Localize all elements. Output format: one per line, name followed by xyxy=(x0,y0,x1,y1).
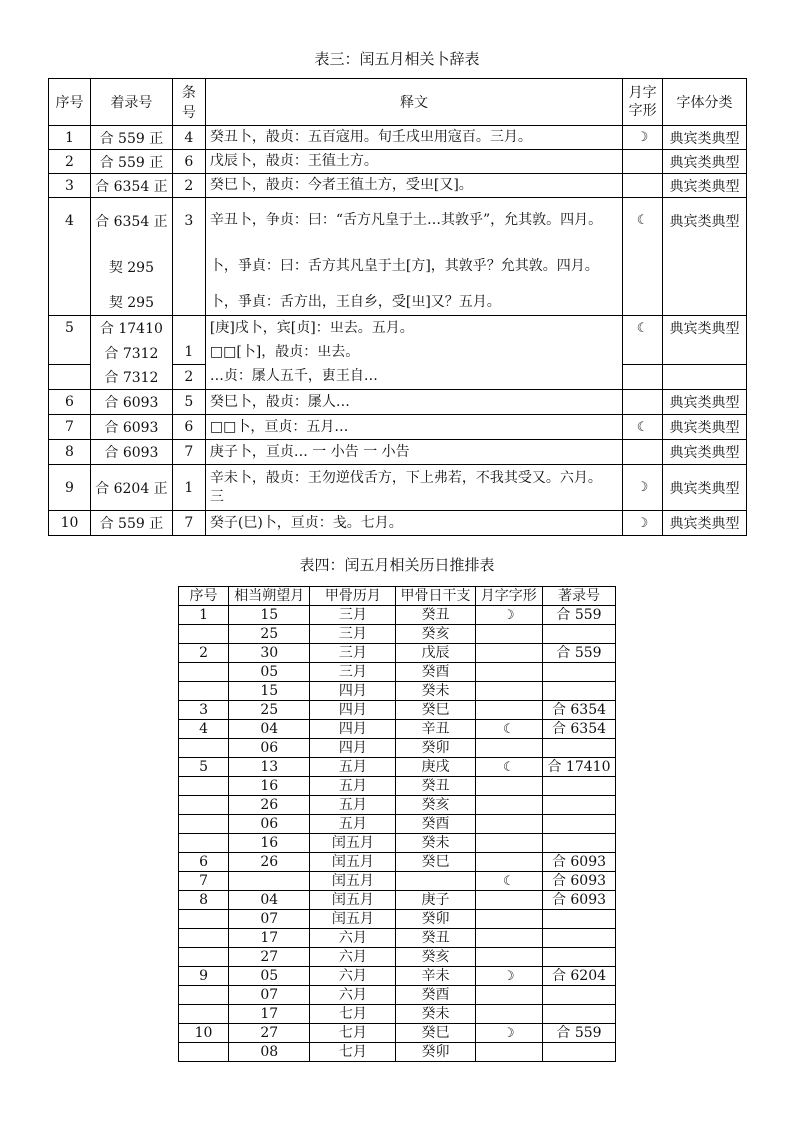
header-moon: 月字字形 xyxy=(475,587,542,606)
cell-oracle-day: 癸丑 xyxy=(396,606,475,625)
cell-record: 合 559 xyxy=(542,1024,615,1043)
cell-record xyxy=(542,815,615,834)
table-row xyxy=(179,701,616,720)
cell-moon xyxy=(623,390,663,415)
cell-lunation: 05 xyxy=(229,663,310,682)
cell-no: 3 xyxy=(49,174,91,198)
table-row xyxy=(179,606,616,625)
table-row xyxy=(179,967,616,986)
cell-oracle-day: 癸亥 xyxy=(396,796,475,815)
cell-lunation: 07 xyxy=(229,910,310,929)
cell-no: 5 xyxy=(179,758,229,777)
cell-type xyxy=(663,341,747,365)
cell-oracle-day: 癸卯 xyxy=(396,1043,475,1062)
cell-lunation: 04 xyxy=(229,891,310,910)
table-row xyxy=(49,415,747,440)
cell-oracle-day: 癸酉 xyxy=(396,986,475,1005)
cell-no: 9 xyxy=(49,465,91,511)
cell-oracle-month: 五月 xyxy=(310,815,396,834)
cell-no xyxy=(49,365,91,390)
cell-record xyxy=(542,986,615,1005)
cell-moon xyxy=(475,644,542,663)
cell-no: 10 xyxy=(179,1024,229,1043)
cell-oracle-month: 五月 xyxy=(310,777,396,796)
cell-oracle-month: 三月 xyxy=(310,625,396,644)
cell-oracle-day: 辛未 xyxy=(396,967,475,986)
cell-oracle-day: 辛丑 xyxy=(396,720,475,739)
cell-no: 7 xyxy=(179,872,229,891)
cell-no: 1 xyxy=(49,126,91,150)
cell-oracle-month: 闰五月 xyxy=(310,853,396,872)
cell-oracle-day: 癸丑 xyxy=(396,777,475,796)
cell-oracle-month: 闰五月 xyxy=(310,910,396,929)
cell-moon xyxy=(475,948,542,967)
cell-item: 4 xyxy=(172,126,205,150)
cell-no: 6 xyxy=(49,390,91,415)
cell-type: 典宾类典型 xyxy=(663,390,747,415)
cell-lunation: 26 xyxy=(229,796,310,815)
cell-oracle-month: 闰五月 xyxy=(310,891,396,910)
cell-record xyxy=(542,739,615,758)
table-row xyxy=(179,872,616,891)
cell-no: 7 xyxy=(49,415,91,440)
cell-text: 卜，爭貞：舌方出，王自乡，受[㞢]又？五月。 xyxy=(205,290,622,316)
cell-no: 3 xyxy=(179,701,229,720)
cell-no: 1 xyxy=(179,606,229,625)
cell-lunation: 25 xyxy=(229,625,310,644)
table-row xyxy=(179,796,616,815)
cell-record: 合 559 正 xyxy=(90,511,172,536)
cell-oracle-day: 癸酉 xyxy=(396,815,475,834)
cell-record xyxy=(542,834,615,853)
table3-header-row xyxy=(49,79,747,126)
cell-record xyxy=(542,910,615,929)
cell-moon xyxy=(475,625,542,644)
cell-lunation: 07 xyxy=(229,986,310,1005)
cell-text: 辛丑卜，争贞：曰：“舌方凡皇于土…其敦乎”，允其敦。四月。 xyxy=(205,198,622,244)
cell-item: 1 xyxy=(172,465,205,511)
table-row xyxy=(49,316,747,341)
cell-oracle-day: 癸巳 xyxy=(396,701,475,720)
cell-text: 癸巳卜，㱿贞：今者王徝土方，受㞢[又]。 xyxy=(205,174,622,198)
cell-no: 10 xyxy=(49,511,91,536)
cell-text: 戊辰卜，㱿贞：王徝土方。 xyxy=(205,150,622,174)
cell-moon xyxy=(475,739,542,758)
cell-oracle-day: 癸亥 xyxy=(396,625,475,644)
cell-no xyxy=(179,739,229,758)
cell-no: 2 xyxy=(179,644,229,663)
cell-no xyxy=(49,244,91,290)
cell-record xyxy=(542,777,615,796)
cell-no xyxy=(179,777,229,796)
cell-no: 8 xyxy=(179,891,229,910)
cell-no xyxy=(179,1043,229,1062)
cell-oracle-month: 五月 xyxy=(310,758,396,777)
cell-moon xyxy=(475,1005,542,1024)
cell-text: □□[卜]，㱿贞：㞢去。 xyxy=(205,341,622,365)
cell-no: 8 xyxy=(49,440,91,465)
cell-no: 2 xyxy=(49,150,91,174)
cell-item: 7 xyxy=(172,440,205,465)
table-row xyxy=(49,465,747,511)
cell-lunation: 17 xyxy=(229,929,310,948)
cell-item: 1 xyxy=(172,341,205,365)
cell-record xyxy=(542,929,615,948)
cell-moon: ☽ xyxy=(475,606,542,625)
cell-record: 合 559 xyxy=(542,644,615,663)
cell-moon xyxy=(475,796,542,815)
cell-moon xyxy=(623,150,663,174)
cell-moon xyxy=(475,891,542,910)
cell-oracle-month: 四月 xyxy=(310,739,396,758)
table-row xyxy=(49,511,747,536)
cell-no xyxy=(179,663,229,682)
header-oracle-day: 甲骨日干支 xyxy=(396,587,475,606)
header-moon: 月字字形 xyxy=(623,79,663,126)
cell-moon xyxy=(623,440,663,465)
cell-moon: ☾ xyxy=(475,872,542,891)
cell-no xyxy=(179,834,229,853)
cell-text: 庚子卜，亘贞… 一 小告 一 小告 xyxy=(205,440,622,465)
cell-item: 6 xyxy=(172,415,205,440)
cell-text: 癸丑卜，㱿贞：五百寇用。旬壬戌㞢用寇百。三月。 xyxy=(205,126,622,150)
cell-record: 合 6204 xyxy=(542,967,615,986)
cell-oracle-month: 五月 xyxy=(310,796,396,815)
cell-oracle-month: 四月 xyxy=(310,701,396,720)
cell-record xyxy=(542,1005,615,1024)
cell-item: 2 xyxy=(172,365,205,390)
cell-no: 9 xyxy=(179,967,229,986)
header-oracle-month: 甲骨历月 xyxy=(310,587,396,606)
cell-lunation: 15 xyxy=(229,606,310,625)
cell-oracle-month: 三月 xyxy=(310,663,396,682)
cell-oracle-day: 癸未 xyxy=(396,834,475,853)
cell-item: 2 xyxy=(172,174,205,198)
cell-lunation: 25 xyxy=(229,701,310,720)
cell-lunation xyxy=(229,872,310,891)
cell-type xyxy=(663,365,747,390)
table-row xyxy=(179,777,616,796)
table-row xyxy=(49,126,747,150)
cell-oracle-day: 庚子 xyxy=(396,891,475,910)
table-row xyxy=(49,174,747,198)
divination-table xyxy=(48,78,747,536)
table-row xyxy=(179,739,616,758)
cell-record xyxy=(542,1043,615,1062)
cell-lunation: 16 xyxy=(229,834,310,853)
table3-title: 表三：闰五月相关卜辞表 xyxy=(314,50,480,68)
cell-record: 合 6093 xyxy=(90,415,172,440)
cell-type xyxy=(663,290,747,316)
cell-type: 典宾类典型 xyxy=(663,316,747,341)
cell-moon xyxy=(475,701,542,720)
cell-no xyxy=(179,625,229,644)
cell-lunation: 06 xyxy=(229,739,310,758)
table-row xyxy=(179,682,616,701)
cell-no xyxy=(179,948,229,967)
cell-record: 合 6354 xyxy=(542,720,615,739)
cell-record xyxy=(542,625,615,644)
cell-oracle-month: 闰五月 xyxy=(310,834,396,853)
cell-moon: ☾ xyxy=(475,758,542,777)
cell-oracle-month: 四月 xyxy=(310,720,396,739)
cell-item: 3 xyxy=(172,198,205,244)
cell-item xyxy=(172,316,205,341)
cell-item xyxy=(172,244,205,290)
cell-oracle-day: 癸巳 xyxy=(396,853,475,872)
cell-record: 合 6093 xyxy=(90,440,172,465)
cell-record xyxy=(542,948,615,967)
table4-header-row xyxy=(179,587,616,606)
cell-text: 癸巳卜，㱿贞：㞙人… xyxy=(205,390,622,415)
cell-oracle-month: 闰五月 xyxy=(310,872,396,891)
header-lunation: 相当朔望月 xyxy=(229,587,310,606)
cell-record: 合 7312 xyxy=(90,341,172,365)
cell-moon xyxy=(623,290,663,316)
table-row xyxy=(179,1043,616,1062)
cell-oracle-month: 四月 xyxy=(310,682,396,701)
cell-record xyxy=(542,663,615,682)
cell-lunation: 27 xyxy=(229,1024,310,1043)
cell-no xyxy=(179,796,229,815)
cell-moon: ☽ xyxy=(623,126,663,150)
calendar-table xyxy=(178,586,616,1062)
cell-type: 典宾类典型 xyxy=(663,174,747,198)
cell-record: 合 6093 xyxy=(542,872,615,891)
cell-oracle-day: 癸未 xyxy=(396,1005,475,1024)
cell-record xyxy=(542,796,615,815)
cell-oracle-day: 癸卯 xyxy=(396,739,475,758)
cell-item: 5 xyxy=(172,390,205,415)
cell-type: 典宾类典型 xyxy=(663,511,747,536)
header-record: 着录号 xyxy=(90,79,172,126)
table-row xyxy=(49,150,747,174)
cell-moon xyxy=(475,1043,542,1062)
table-row xyxy=(179,663,616,682)
table-row xyxy=(179,720,616,739)
cell-moon: ☽ xyxy=(623,511,663,536)
cell-lunation: 26 xyxy=(229,853,310,872)
cell-record: 合 6093 xyxy=(90,390,172,415)
table-row xyxy=(179,948,616,967)
cell-moon xyxy=(475,853,542,872)
cell-no xyxy=(179,1005,229,1024)
cell-oracle-day: 癸亥 xyxy=(396,948,475,967)
cell-moon xyxy=(475,815,542,834)
cell-oracle-day: 癸未 xyxy=(396,682,475,701)
cell-type: 典宾类典型 xyxy=(663,440,747,465)
table-row xyxy=(49,198,747,244)
table-row xyxy=(179,929,616,948)
table-row xyxy=(49,390,747,415)
cell-no: 5 xyxy=(49,316,91,341)
calendar-table-body xyxy=(179,606,616,1062)
cell-oracle-month: 六月 xyxy=(310,986,396,1005)
cell-oracle-day: 癸巳 xyxy=(396,1024,475,1043)
cell-record: 合 7312 xyxy=(90,365,172,390)
table-row xyxy=(179,625,616,644)
cell-type: 典宾类典型 xyxy=(663,198,747,244)
cell-moon: ☾ xyxy=(623,316,663,341)
cell-item xyxy=(172,290,205,316)
cell-item: 7 xyxy=(172,511,205,536)
cell-moon xyxy=(475,777,542,796)
cell-moon xyxy=(475,929,542,948)
cell-record: 合 6093 xyxy=(542,853,615,872)
cell-lunation: 17 xyxy=(229,1005,310,1024)
cell-no: 4 xyxy=(49,198,91,244)
cell-lunation: 08 xyxy=(229,1043,310,1062)
cell-type: 典宾类典型 xyxy=(663,415,747,440)
header-no: 序号 xyxy=(179,587,229,606)
table-row xyxy=(179,910,616,929)
table-row xyxy=(179,1024,616,1043)
header-no: 序号 xyxy=(49,79,91,126)
cell-lunation: 05 xyxy=(229,967,310,986)
cell-no xyxy=(179,929,229,948)
cell-lunation: 13 xyxy=(229,758,310,777)
cell-item: 6 xyxy=(172,150,205,174)
cell-moon: ☾ xyxy=(623,415,663,440)
cell-moon xyxy=(623,341,663,365)
cell-record: 合 6354 xyxy=(542,701,615,720)
cell-oracle-month: 三月 xyxy=(310,606,396,625)
cell-type: 典宾类典型 xyxy=(663,150,747,174)
cell-oracle-day: 癸丑 xyxy=(396,929,475,948)
cell-record: 合 17410 xyxy=(542,758,615,777)
cell-oracle-month: 六月 xyxy=(310,948,396,967)
cell-oracle-month: 六月 xyxy=(310,929,396,948)
cell-no xyxy=(179,986,229,1005)
cell-lunation: 27 xyxy=(229,948,310,967)
table-row xyxy=(49,290,747,316)
cell-lunation: 30 xyxy=(229,644,310,663)
cell-no xyxy=(179,910,229,929)
cell-moon: ☾ xyxy=(475,720,542,739)
cell-oracle-month: 七月 xyxy=(310,1005,396,1024)
table-row xyxy=(179,1005,616,1024)
cell-moon xyxy=(623,174,663,198)
cell-oracle-month: 七月 xyxy=(310,1043,396,1062)
cell-moon: ☾ xyxy=(623,198,663,244)
cell-moon xyxy=(475,663,542,682)
table-row xyxy=(179,891,616,910)
cell-moon xyxy=(623,365,663,390)
cell-moon xyxy=(475,986,542,1005)
cell-lunation: 04 xyxy=(229,720,310,739)
cell-moon: ☽ xyxy=(475,1024,542,1043)
table-row xyxy=(49,440,747,465)
cell-lunation: 06 xyxy=(229,815,310,834)
cell-text: …贞：㞙人五千，叀王自… xyxy=(205,365,622,390)
cell-record: 合 559 正 xyxy=(90,150,172,174)
table-row xyxy=(179,758,616,777)
header-type: 字体分类 xyxy=(663,79,747,126)
cell-record: 合 559 正 xyxy=(90,126,172,150)
cell-moon xyxy=(475,910,542,929)
cell-record: 合 559 xyxy=(542,606,615,625)
cell-type: 典宾类典型 xyxy=(663,126,747,150)
cell-moon xyxy=(475,834,542,853)
cell-no xyxy=(49,341,91,365)
cell-moon xyxy=(623,244,663,290)
cell-text: 卜，爭貞：曰：舌方其凡皇于土[方]，其敦乎？允其敦。四月。 xyxy=(205,244,622,290)
cell-text: 辛未卜，㱿贞：王勿逆伐舌方，下上弗若，不我其受又。六月。 三 xyxy=(205,465,622,511)
cell-oracle-day: 戊辰 xyxy=(396,644,475,663)
table4-title: 表四：闰五月相关历日推排表 xyxy=(299,556,495,574)
cell-text: 癸子(巳)卜，亘贞：戋。七月。 xyxy=(205,511,622,536)
header-text: 释文 xyxy=(205,79,622,126)
cell-record: 契 295 xyxy=(90,244,172,290)
cell-oracle-day xyxy=(396,872,475,891)
cell-text: □□卜，亘贞：五月… xyxy=(205,415,622,440)
table-row xyxy=(179,644,616,663)
cell-record: 合 6204 正 xyxy=(90,465,172,511)
cell-no xyxy=(179,682,229,701)
cell-text: [庚]戌卜，宾[贞]：㞢去。五月。 xyxy=(205,316,622,341)
cell-record: 合 6093 xyxy=(542,891,615,910)
header-record: 著录号 xyxy=(542,587,615,606)
cell-record: 合 6354 正 xyxy=(90,174,172,198)
cell-no: 4 xyxy=(179,720,229,739)
table-row xyxy=(179,834,616,853)
cell-record: 合 17410 xyxy=(90,316,172,341)
cell-record: 契 295 xyxy=(90,290,172,316)
table-row xyxy=(49,365,747,390)
cell-oracle-day: 癸卯 xyxy=(396,910,475,929)
cell-moon: ☽ xyxy=(623,465,663,511)
cell-moon xyxy=(475,682,542,701)
cell-lunation: 16 xyxy=(229,777,310,796)
cell-type xyxy=(663,244,747,290)
cell-moon: ☽ xyxy=(475,967,542,986)
cell-no: 6 xyxy=(179,853,229,872)
cell-lunation: 15 xyxy=(229,682,310,701)
table-row xyxy=(179,986,616,1005)
cell-no xyxy=(179,815,229,834)
cell-oracle-month: 三月 xyxy=(310,644,396,663)
cell-oracle-month: 七月 xyxy=(310,1024,396,1043)
table-row xyxy=(179,815,616,834)
table-row xyxy=(49,341,747,365)
cell-oracle-month: 六月 xyxy=(310,967,396,986)
cell-no xyxy=(49,290,91,316)
header-item: 条号 xyxy=(172,79,205,126)
cell-record: 合 6354 正 xyxy=(90,198,172,244)
cell-oracle-day: 癸酉 xyxy=(396,663,475,682)
cell-record xyxy=(542,682,615,701)
table-row xyxy=(49,244,747,290)
cell-type: 典宾类典型 xyxy=(663,465,747,511)
cell-oracle-day: 庚戌 xyxy=(396,758,475,777)
table-row xyxy=(179,853,616,872)
